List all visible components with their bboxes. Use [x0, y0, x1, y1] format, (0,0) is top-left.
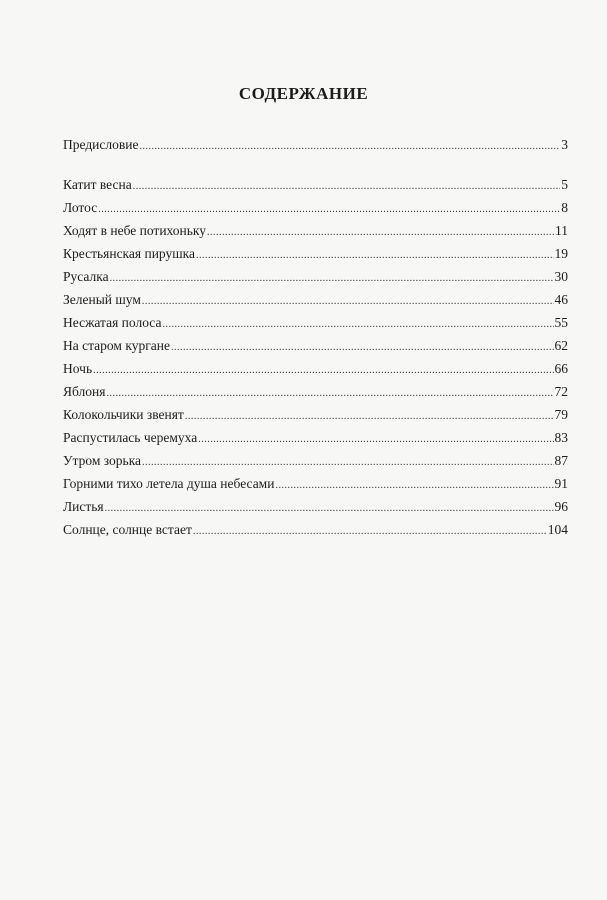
toc-entry	[63, 382, 568, 402]
toc-entry	[63, 290, 568, 310]
toc-entry-title: Горними тихо летела душа небесами	[63, 476, 275, 491]
toc-page-number: 3	[561, 137, 568, 152]
toc-entry	[63, 313, 568, 333]
toc-entry	[63, 221, 568, 241]
toc-page-number: 66	[554, 361, 568, 376]
toc-entry-title: Ночь	[63, 361, 93, 376]
toc-dot-leader	[193, 522, 547, 542]
toc-dot-leader	[162, 315, 553, 335]
toc-entry	[63, 359, 568, 379]
toc-dot-leader	[110, 269, 554, 289]
toc-dot-leader	[198, 430, 553, 450]
toc-entry	[63, 474, 568, 494]
toc-page-number: 87	[554, 453, 568, 468]
toc-entry	[63, 198, 568, 218]
toc-dot-leader	[105, 499, 554, 519]
toc-dot-leader	[171, 338, 554, 358]
toc-page-number: 19	[554, 246, 568, 261]
toc-entry-title: На старом кургане	[63, 338, 170, 353]
toc-entry	[63, 451, 568, 471]
toc-page-number: 79	[554, 407, 568, 422]
toc-page-number: 72	[554, 384, 568, 399]
toc-entry	[63, 405, 568, 425]
toc-entry	[63, 520, 568, 540]
toc-dot-leader	[133, 177, 561, 197]
toc-dot-leader	[98, 200, 560, 220]
toc-dot-leader	[142, 292, 554, 312]
toc-page-number: 46	[554, 292, 568, 307]
toc-entry-title: Утром зорька	[63, 453, 142, 468]
toc-entry	[63, 135, 568, 155]
toc-page-number: 83	[554, 430, 568, 445]
toc-entry	[63, 497, 568, 517]
toc-entry-title: Колокольчики звенят	[63, 407, 184, 422]
toc-entry-title: Зеленый шум	[63, 292, 141, 307]
toc-entry-title: Ходят в небе потихоньку	[63, 223, 207, 238]
toc-dot-leader	[185, 407, 554, 427]
toc-dot-leader	[196, 246, 553, 266]
toc-entry	[63, 244, 568, 264]
toc-entry	[63, 175, 568, 195]
toc-entry-title: Яблоня	[63, 384, 106, 399]
toc-entry-title: Листья	[63, 499, 104, 514]
toc-entry	[63, 428, 568, 448]
toc-entry	[63, 336, 568, 356]
toc-dot-leader	[275, 476, 553, 496]
toc-dot-leader	[139, 137, 560, 157]
toc-entry-title: Лотос	[63, 200, 98, 215]
toc-entry-title: Предисловие	[63, 137, 139, 152]
toc-entry-title: Крестьянская пирушка	[63, 246, 196, 261]
toc-entry-title: Несжатая полоса	[63, 315, 162, 330]
toc-entry-title: Катит весна	[63, 177, 132, 192]
toc-entry-title: Русалка	[63, 269, 109, 284]
toc-page-number: 11	[555, 223, 568, 238]
toc-page-number: 5	[561, 177, 568, 192]
toc-page-number: 62	[554, 338, 568, 353]
toc-page-number: 91	[554, 476, 568, 491]
toc-entry	[63, 267, 568, 287]
toc-dot-leader	[106, 384, 553, 404]
toc-page-number: 104	[547, 522, 568, 537]
toc-page-number: 55	[554, 315, 568, 330]
toc-page-number: 8	[561, 200, 568, 215]
toc-page-number: 96	[554, 499, 568, 514]
toc-dot-leader	[142, 453, 553, 473]
page-title: СОДЕРЖАНИЕ	[238, 84, 369, 103]
toc-page-number: 30	[554, 269, 568, 284]
toc-entry-title: Распустилась черемуха	[63, 430, 198, 445]
toc-dot-leader	[207, 223, 554, 243]
toc-dot-leader	[93, 361, 553, 381]
toc-entry-title: Солнце, солнце встает	[63, 522, 192, 537]
